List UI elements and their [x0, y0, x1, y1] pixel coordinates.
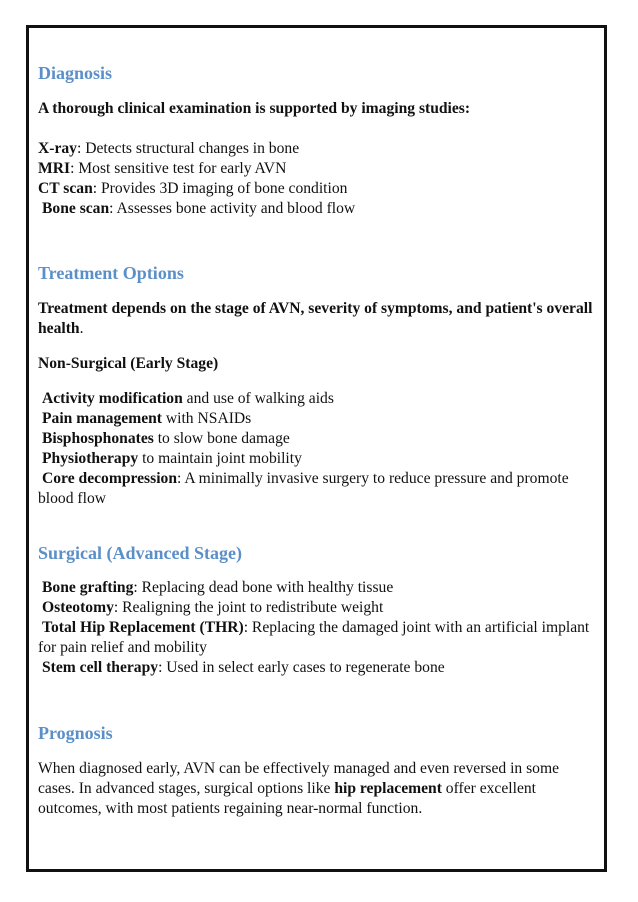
surgical-heading: Surgical (Advanced Stage) — [38, 543, 242, 563]
list-item: Osteotomy: Realigning the joint to redistribute weight — [42, 599, 384, 616]
diagnosis-list — [38, 139, 598, 219]
list-item: Bone scan: Assesses bone activity and blood flow — [42, 200, 356, 217]
prognosis-heading: Prognosis — [38, 723, 113, 743]
list-item: CT scan: Provides 3D imaging of bone condition — [38, 180, 348, 197]
list-item: Total Hip Replacement (THR): Replacing the damaged joint with an artificial implant for pain relief and mobility — [38, 619, 590, 656]
treatment-intro: Treatment depends on the stage of AVN, severity of symptoms, and patient's overall health. — [38, 300, 593, 337]
list-item: Physiotherapy to maintain joint mobility — [42, 450, 302, 467]
list-item: MRI: Most sensitive test for early AVN — [38, 160, 287, 177]
nonsurgical-list — [38, 389, 598, 509]
list-item: Bisphosphonates to slow bone damage — [42, 430, 290, 447]
prognosis-text: When diagnosed early, AVN can be effectively managed and even reversed in some cases. In advanced stages, surgical options like hip replacement offer excellent outcomes, with most patients regaining near-normal function. — [38, 760, 560, 817]
list-item: Core decompression: A minimally invasive surgery to reduce pressure and promote blood flow — [38, 470, 569, 507]
surgical-list — [38, 578, 598, 678]
list-item: Pain management with NSAIDs — [42, 410, 252, 427]
nonsurgical-heading: Non-Surgical (Early Stage) — [38, 355, 219, 372]
diagnosis-intro: A thorough clinical examination is supported by imaging studies: — [38, 100, 471, 117]
list-item: Stem cell therapy: Used in select early cases to regenerate bone — [42, 659, 445, 676]
list-item: Bone grafting: Replacing dead bone with healthy tissue — [42, 579, 394, 596]
treatment-heading: Treatment Options — [38, 263, 184, 283]
diagnosis-heading: Diagnosis — [38, 63, 113, 83]
list-item: Activity modification and use of walking aids — [42, 390, 334, 407]
list-item: X-ray: Detects structural changes in bone — [38, 140, 300, 157]
